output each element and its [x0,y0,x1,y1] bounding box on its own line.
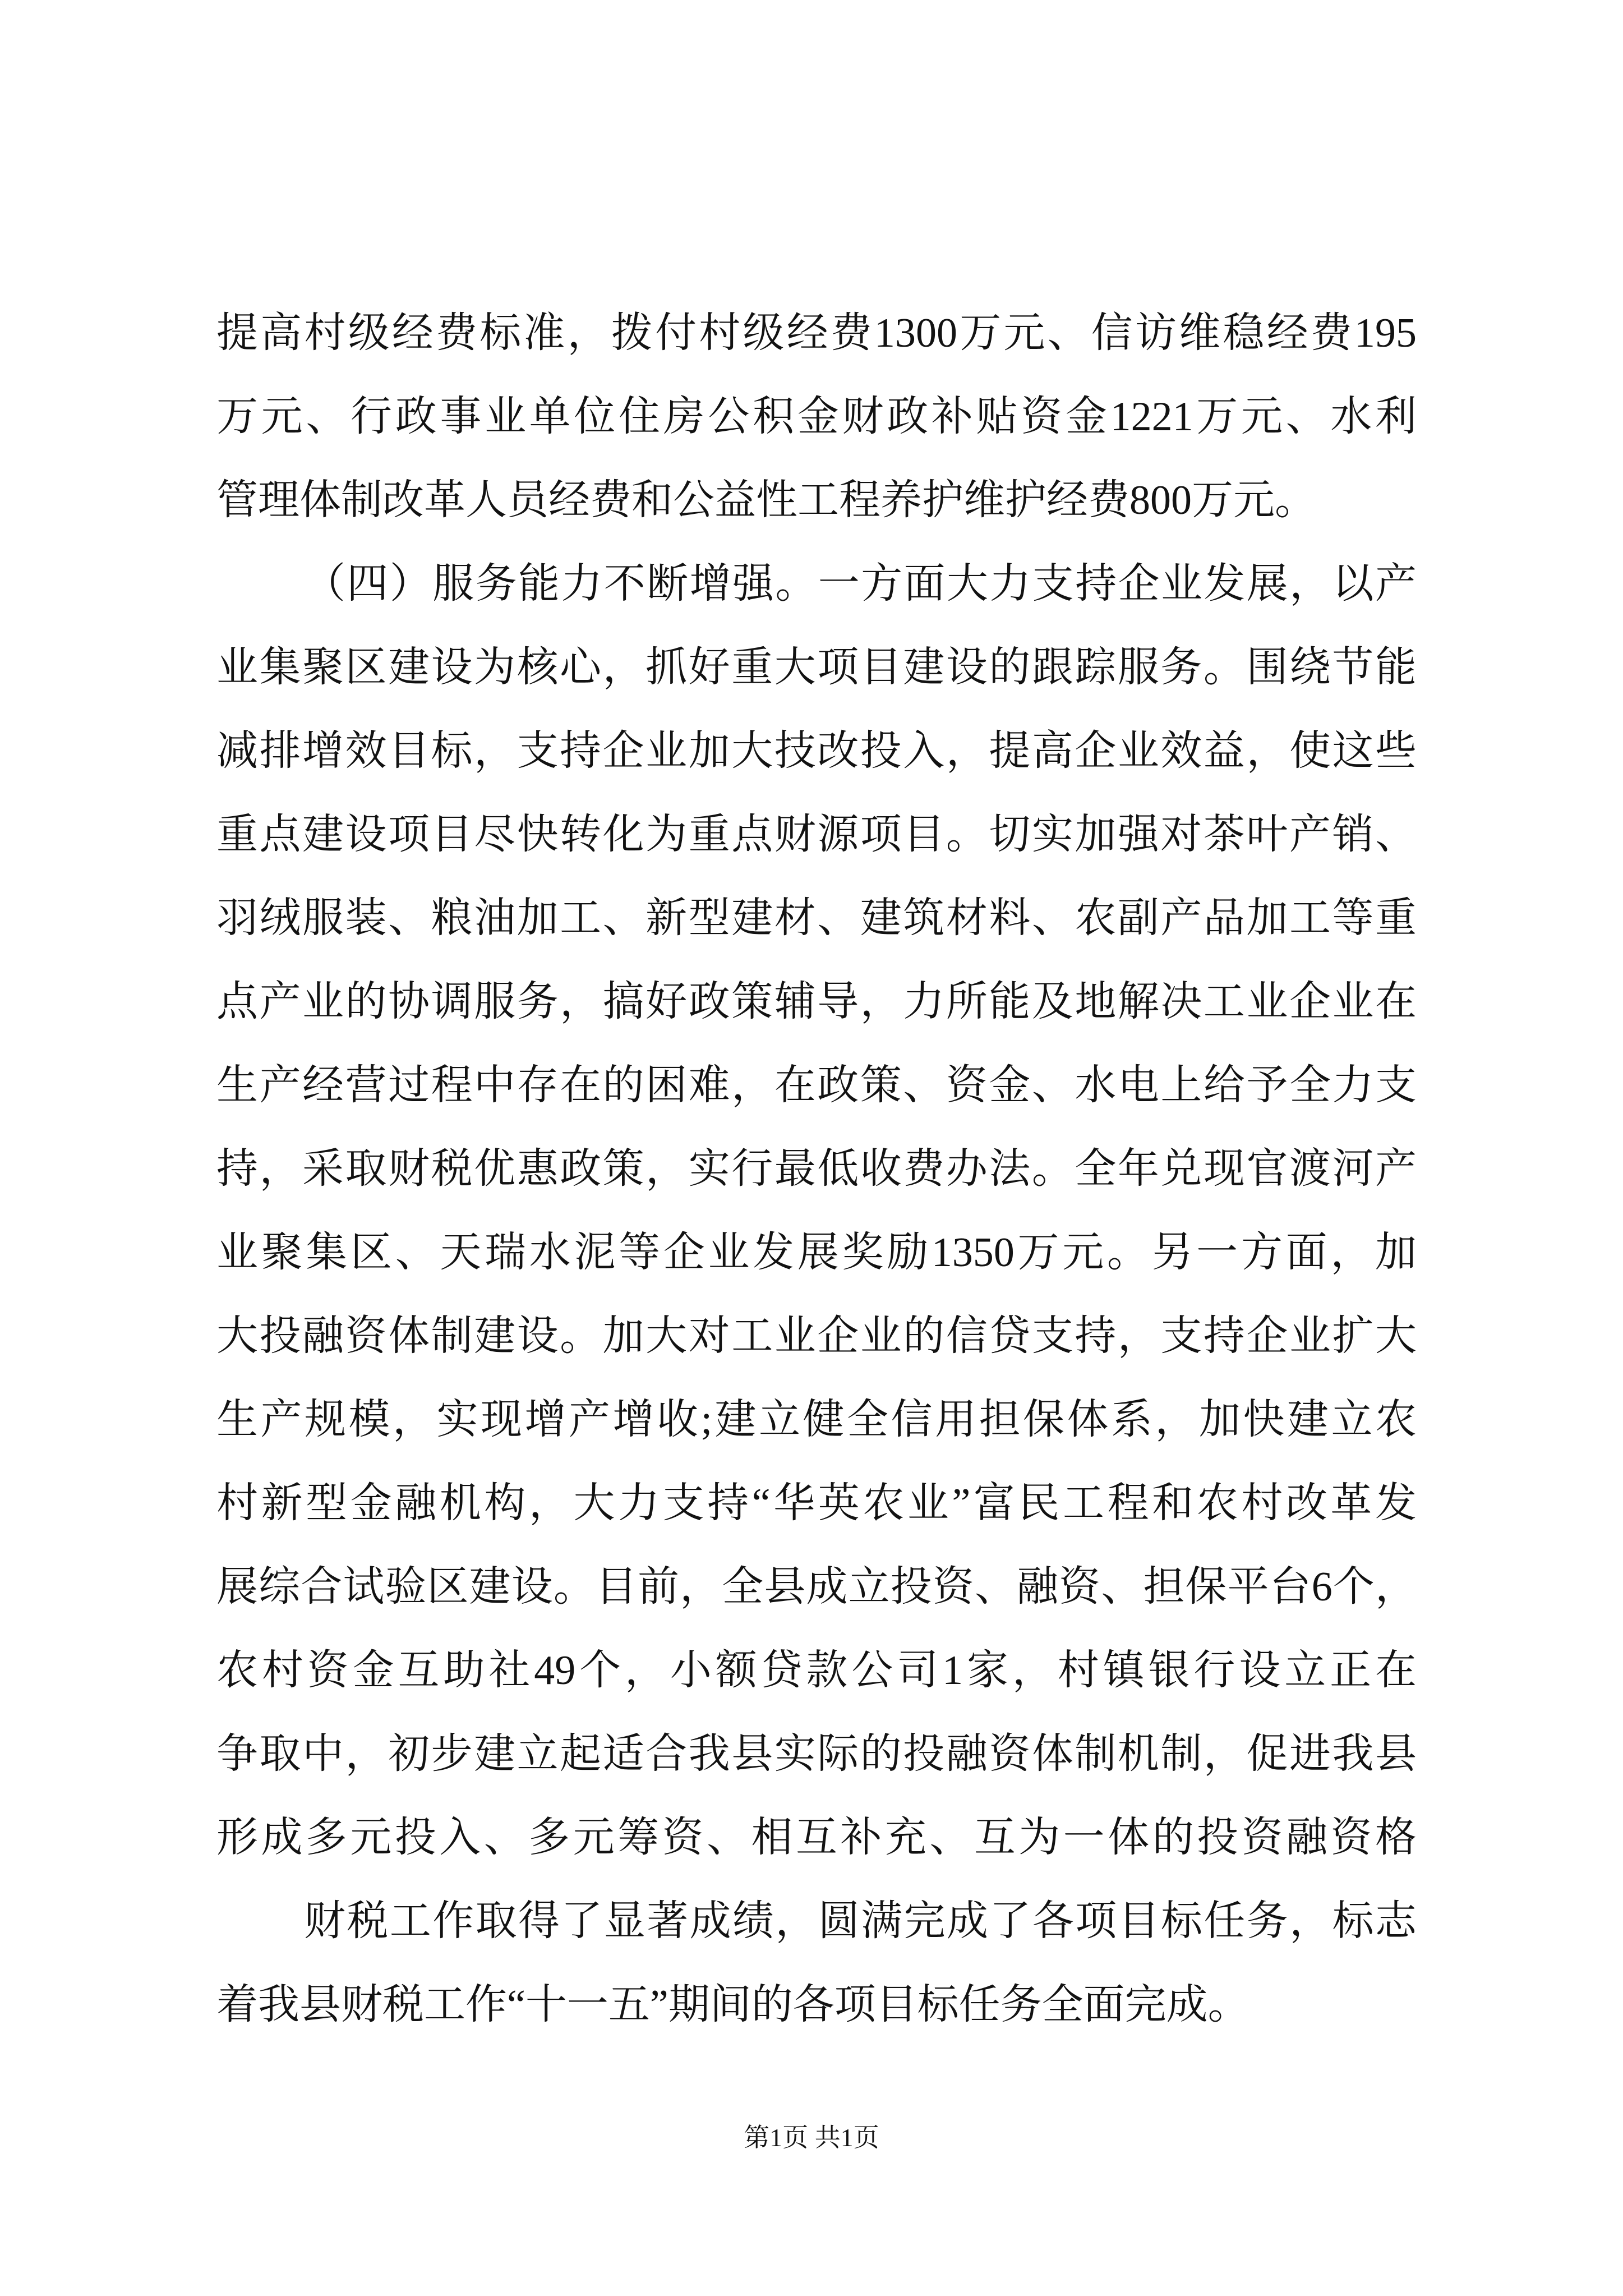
text-line: 点产业的协调服务，搞好政策辅导，力所能及地解决工业企业在 [216,979,1417,1025]
paragraph [216,1880,1417,2047]
text-line: 财税工作取得了显著成绩，圆满完成了各项目标任务，标志 [304,1898,1417,1944]
text-line: 争取中，初步建立起适合我县实际的投融资体制机制，促进我县 [216,1731,1417,1777]
page-footer [0,2120,1623,2155]
text-line: 生产规模，实现增产增收;建立健全信用担保体系，加快建立农 [216,1397,1417,1443]
text-line: 持，采取财税优惠政策，实行最低收费办法。全年兑现官渡河产 [216,1146,1417,1192]
text-line: 提高村级经费标准，拨付村级经费1300万元、信访维稳经费195 [216,310,1417,356]
text-line: 业聚集区、天瑞水泥等企业发展奖励1350万元。另一方面，加 [216,1230,1417,1276]
text-line: 业集聚区建设为核心，抓好重大项目建设的跟踪服务。围绕节能 [216,645,1417,691]
text-line: 减排增效目标，支持企业加大技改投入，提高企业效益，使这些 [216,728,1417,774]
text-line: 管理体制改革人员经费和公益性工程养护维护经费800万元。 [216,477,1316,523]
paragraph [216,542,1417,1880]
text-line: 羽绒服装、粮油加工、新型建材、建筑材料、农副产品加工等重 [216,895,1417,941]
text-line: （四）服务能力不断增强。一方面大力支持企业发展，以产 [304,561,1417,607]
paragraph [216,292,1417,542]
page-number: 第1页 共1页 [744,2123,879,2152]
text-line: 农村资金互助社49个，小额贷款公司1家，村镇银行设立正在 [216,1648,1417,1694]
text-line: 形成多元投入、多元筹资、相互补充、互为一体的投资融资格 [216,1815,1417,1861]
text-line: 万元、行政事业单位住房公积金财政补贴资金1221万元、水利 [216,394,1417,440]
body-text [216,292,1417,2047]
text-line: 重点建设项目尽快转化为重点财源项目。切实加强对茶叶产销、 [216,812,1417,858]
text-line: 展综合试验区建设。目前，全县成立投资、融资、担保平台6个， [216,1564,1417,1610]
text-line: 着我县财税工作“十一五”期间的各项目标任务全面完成。 [216,1982,1249,2028]
text-line: 大投融资体制建设。加大对工业企业的信贷支持，支持企业扩大 [216,1313,1417,1359]
text-line: 村新型金融机构，大力支持“华英农业”富民工程和农村改革发 [216,1480,1417,1526]
text-line: 生产经营过程中存在的困难，在政策、资金、水电上给予全力支 [216,1062,1417,1108]
